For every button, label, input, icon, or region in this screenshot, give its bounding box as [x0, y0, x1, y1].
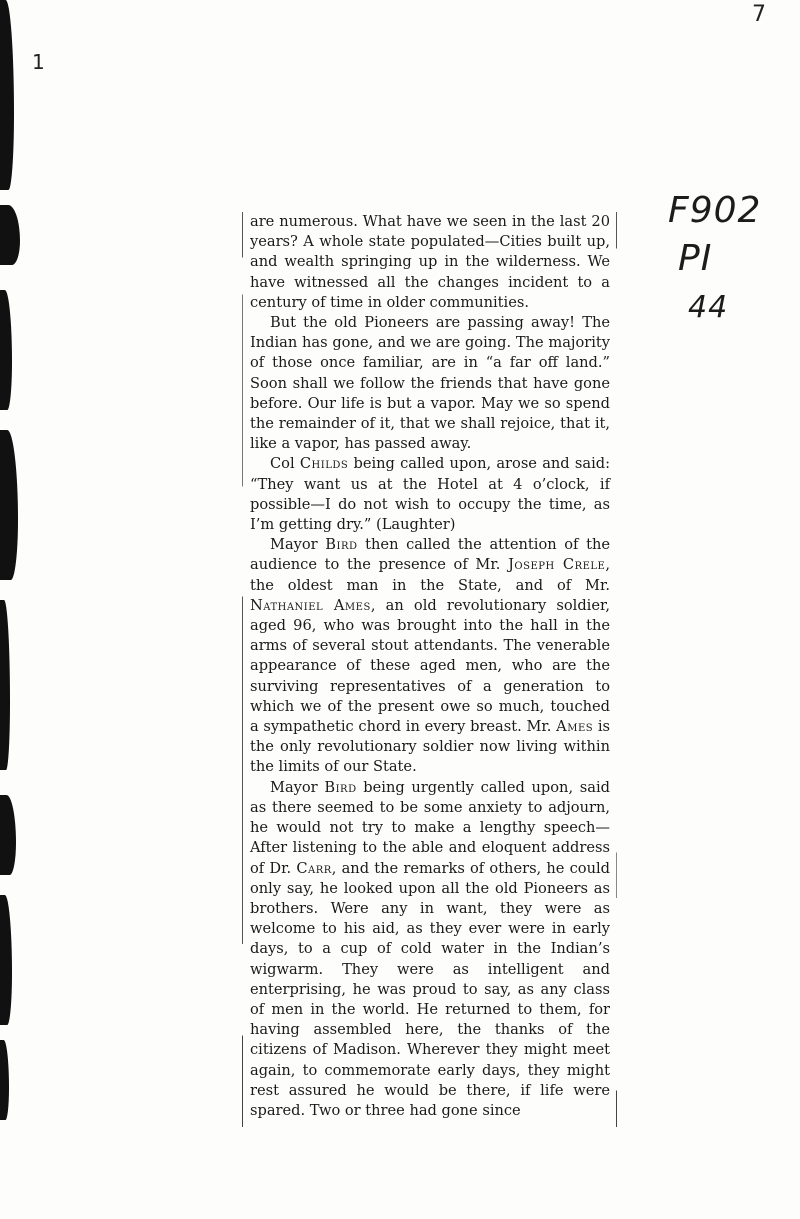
tear-mark: [0, 795, 16, 875]
text-run: Mayor: [270, 778, 325, 796]
text-run: Mayor: [270, 536, 326, 554]
text-run: Col: [270, 455, 300, 473]
article-paragraph: are numerous. What have we seen in the last 20 years? A whole state populated—Cities built up, and wealth springing up in the wilderness. We have witnessed all the changes incident to a century of time in older communities.: [250, 213, 610, 311]
tear-mark: [0, 0, 14, 190]
text-run: , the oldest man in the State, and of Mr.: [250, 556, 610, 594]
torn-page-edge: [0, 0, 22, 1219]
person-name: Childs: [299, 455, 349, 473]
person-name: Carr: [296, 859, 332, 877]
tear-mark: [0, 1040, 9, 1120]
handwritten-call-number: F902: [668, 190, 762, 231]
tear-mark: [0, 290, 12, 410]
text-run: being called upon, arose and said: “They want us at the Hotel at 4 o’clock, if possible—I do not wish to occupy the time, as I’m getting dry.” (Laughter): [250, 455, 610, 534]
tear-mark: [0, 600, 10, 770]
column-rule-left: [242, 212, 243, 1127]
person-name: Bird: [324, 778, 357, 796]
corner-mark: 1: [32, 50, 45, 74]
person-name: Ames: [556, 718, 594, 736]
handwritten-call-number: PI: [678, 238, 713, 279]
text-run: , an old revolutionary soldier, aged 96, who was brought into the hall in the arms of several stout attendants. The venerable appearance of these aged men, who are the surviving representatives of a generation to which we of the present owe so much, touched a sympathetic chord in every breast. Mr.: [250, 596, 611, 736]
person-name: Joseph Crele: [508, 556, 606, 574]
tear-mark: [0, 205, 20, 265]
article-paragraph: [250, 454, 610, 535]
text-run: , and the remarks of others, he could only say, he looked upon all the old Pioneers as brothers. Were any in want, they were as welcome to his aid, as they ever were in early days, to a cup of cold water in the Indian’s wigwarm. They were as intelligent and enterprising, he was proud to say, as any class of men in the world. He returned to them, for having assembled here, the thanks of the citizens of Madison. Wherever they might meet again, to commemorate early days, they might rest assured he would be there, if life were spared. Two or three had gone since: [250, 859, 610, 1119]
tear-mark: [0, 895, 12, 1025]
text-run: is the only revolutionary soldier now living within the limits of our State.: [250, 718, 611, 776]
handwritten-call-number: 44: [688, 290, 729, 325]
article-paragraph: [250, 778, 610, 1121]
tear-mark: [0, 430, 18, 580]
article-paragraph: [250, 535, 610, 777]
text-run: being urgently called upon, said as there seemed to be some anxiety to adjourn, he would not try to make a lengthy speech—After listening to the able and eloquent address of Dr.: [250, 778, 610, 877]
person-name: Bird: [325, 536, 358, 554]
text-run: then called the attention of the audience to the presence of Mr.: [250, 536, 610, 574]
column-rule-right: [616, 212, 617, 1127]
article-column: [250, 212, 610, 1121]
page-number: 7: [752, 2, 766, 27]
person-name: Nathaniel Ames: [250, 596, 371, 614]
article-paragraph: But the old Pioneers are passing away! The Indian has gone, and we are going. The majority of those once familiar, are in “a far off land.” Soon shall we follow the friends that have gone before. Our life is but a vapor. May we so spend the remainder of it, that we shall rejoice, that it, like a vapor, has passed away.: [250, 314, 610, 453]
